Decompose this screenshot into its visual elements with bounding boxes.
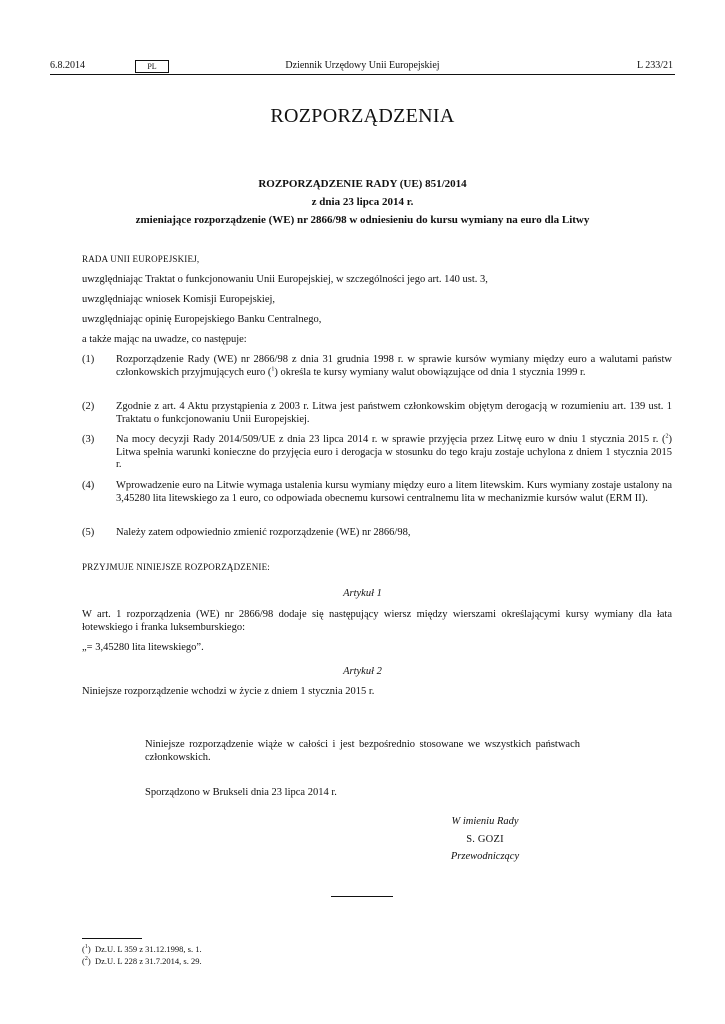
recital-number: (5) — [82, 527, 95, 538]
recital-text: Należy zatem odpowiednio zmienić rozporządzenie (WE) nr 2866/98, — [116, 527, 411, 538]
preamble-whereas: a także mając na uwadze, co następuje: — [82, 334, 247, 345]
journal-title: Dziennik Urzędowy Unii Europejskiej — [285, 60, 440, 71]
footnote-rule — [82, 938, 142, 939]
header-rule — [50, 74, 675, 75]
preamble-authority: RADA UNII EUROPEJSKIEJ, — [82, 254, 200, 264]
recital-number: (3) — [82, 434, 95, 445]
done-at: Sporządzono w Brukseli dnia 23 lipca 2014 r. — [145, 787, 337, 798]
end-rule — [331, 896, 393, 897]
recital-text: Na mocy decyzji Rady 2014/509/UE z dnia 23 lipca 2014 r. w sprawie przyjęcia przez Litwę euro w dniu 1 stycznia 2015 r. ($^2$) Litwa spełnia warunki konieczne do przyjęcia euro i derogacja w stosunku do tego kraju zostaje uchylona z dniem 1 stycznia 2015 r. — [116, 433, 672, 470]
footnote-ref[interactable]: 2 — [665, 433, 669, 440]
article-2-heading: Artykuł 2 — [343, 666, 382, 677]
regulation-subject: zmieniające rozporządzenie (WE) nr 2866/98 w odniesieniu do kursu wymiany na euro dla Litwy — [135, 214, 590, 226]
regulation-date: z dnia 23 lipca 2014 r. — [311, 196, 414, 208]
recital-4 — [82, 480, 672, 505]
adopts-statement: PRZYJMUJE NINIEJSZE ROZPORZĄDZENIE: — [82, 562, 270, 572]
article-1-quote: „= 3,45280 lita litewskiego”. — [82, 642, 204, 653]
recital-text: Wprowadzenie euro na Litwie wymaga ustalenia kursu wymiany między euro a litem litewskim. Kurs wymiany zostaje ustalony na 3,45280 lita litewskiego za 1 euro, co odpowiada obecnemu kursowi centralnemu lita w mechanizmie kursów walut (ERM II). — [116, 480, 672, 504]
preamble-citation-1: uwzględniając Traktat o funkcjonowaniu Unii Europejskiej, w szczególności jego art. 140 ust. 3, — [82, 274, 488, 285]
signature-for: W imieniu Rady — [451, 816, 519, 827]
article-2-text: Niniejsze rozporządzenie wchodzi w życie z dniem 1 stycznia 2015 r. — [82, 686, 375, 697]
regulation-title: ROZPORZĄDZENIE RADY (UE) 851/2014 — [258, 178, 467, 190]
recital-5 — [82, 527, 672, 540]
recital-number: (4) — [82, 480, 95, 491]
footnote-2: ($^2$) Dz.U. L 228 z 31.7.2014, s. 29. — [82, 956, 202, 966]
article-1-heading: Artykuł 1 — [343, 588, 382, 599]
binding-clause: Niniejsze rozporządzenie wiąże w całości i jest bezpośrednio stosowane we wszystkich państwach członkowskich. — [145, 739, 580, 763]
header-page-ref: L 233/21 — [636, 60, 673, 71]
preamble-citation-3: uwzględniając opinię Europejskiego Banku Centralnego, — [82, 314, 322, 325]
recital-text: Rozporządzenie Rady (WE) nr 2866/98 z dnia 31 grudnia 1998 r. w sprawie kursów wymiany między euro a walutami państw członkowskich przyjmujących euro ($^1$) określa te kursy wymiany walut obowiązujące od dnia 1 stycznia 1999 r. — [116, 354, 672, 378]
recital-number: (2) — [82, 401, 95, 412]
recital-1 — [82, 354, 672, 379]
article-1-text: W art. 1 rozporządzenia (WE) nr 2866/98 dodaje się następujący wiersz między wierszami określającymi kursy wymiany dla łata łotewskiego i franka luksemburskiego: — [82, 609, 672, 633]
recital-number: (1) — [82, 354, 95, 365]
recital-2 — [82, 401, 672, 426]
language-badge: PL — [135, 60, 169, 73]
footnote-1: ($^1$) Dz.U. L 359 z 31.12.1998, s. 1. — [82, 944, 202, 954]
footnote-ref[interactable]: 1 — [271, 366, 275, 372]
header-date: 6.8.2014 — [50, 60, 85, 71]
signature-name: S. GOZI — [466, 834, 504, 845]
recital-text: Zgodnie z art. 4 Aktu przystąpienia z 2003 r. Litwa jest państwem członkowskim objętym derogacją w rozumieniu art. 139 ust. 1 Traktatu o funkcjonowaniu Unii Europejskiej. — [116, 401, 672, 425]
section-title: ROZPORZĄDZENIA — [270, 105, 455, 127]
signature-role: Przewodniczący — [450, 851, 520, 862]
preamble-citation-2: uwzględniając wniosek Komisji Europejskiej, — [82, 294, 276, 305]
recital-3 — [82, 434, 672, 472]
